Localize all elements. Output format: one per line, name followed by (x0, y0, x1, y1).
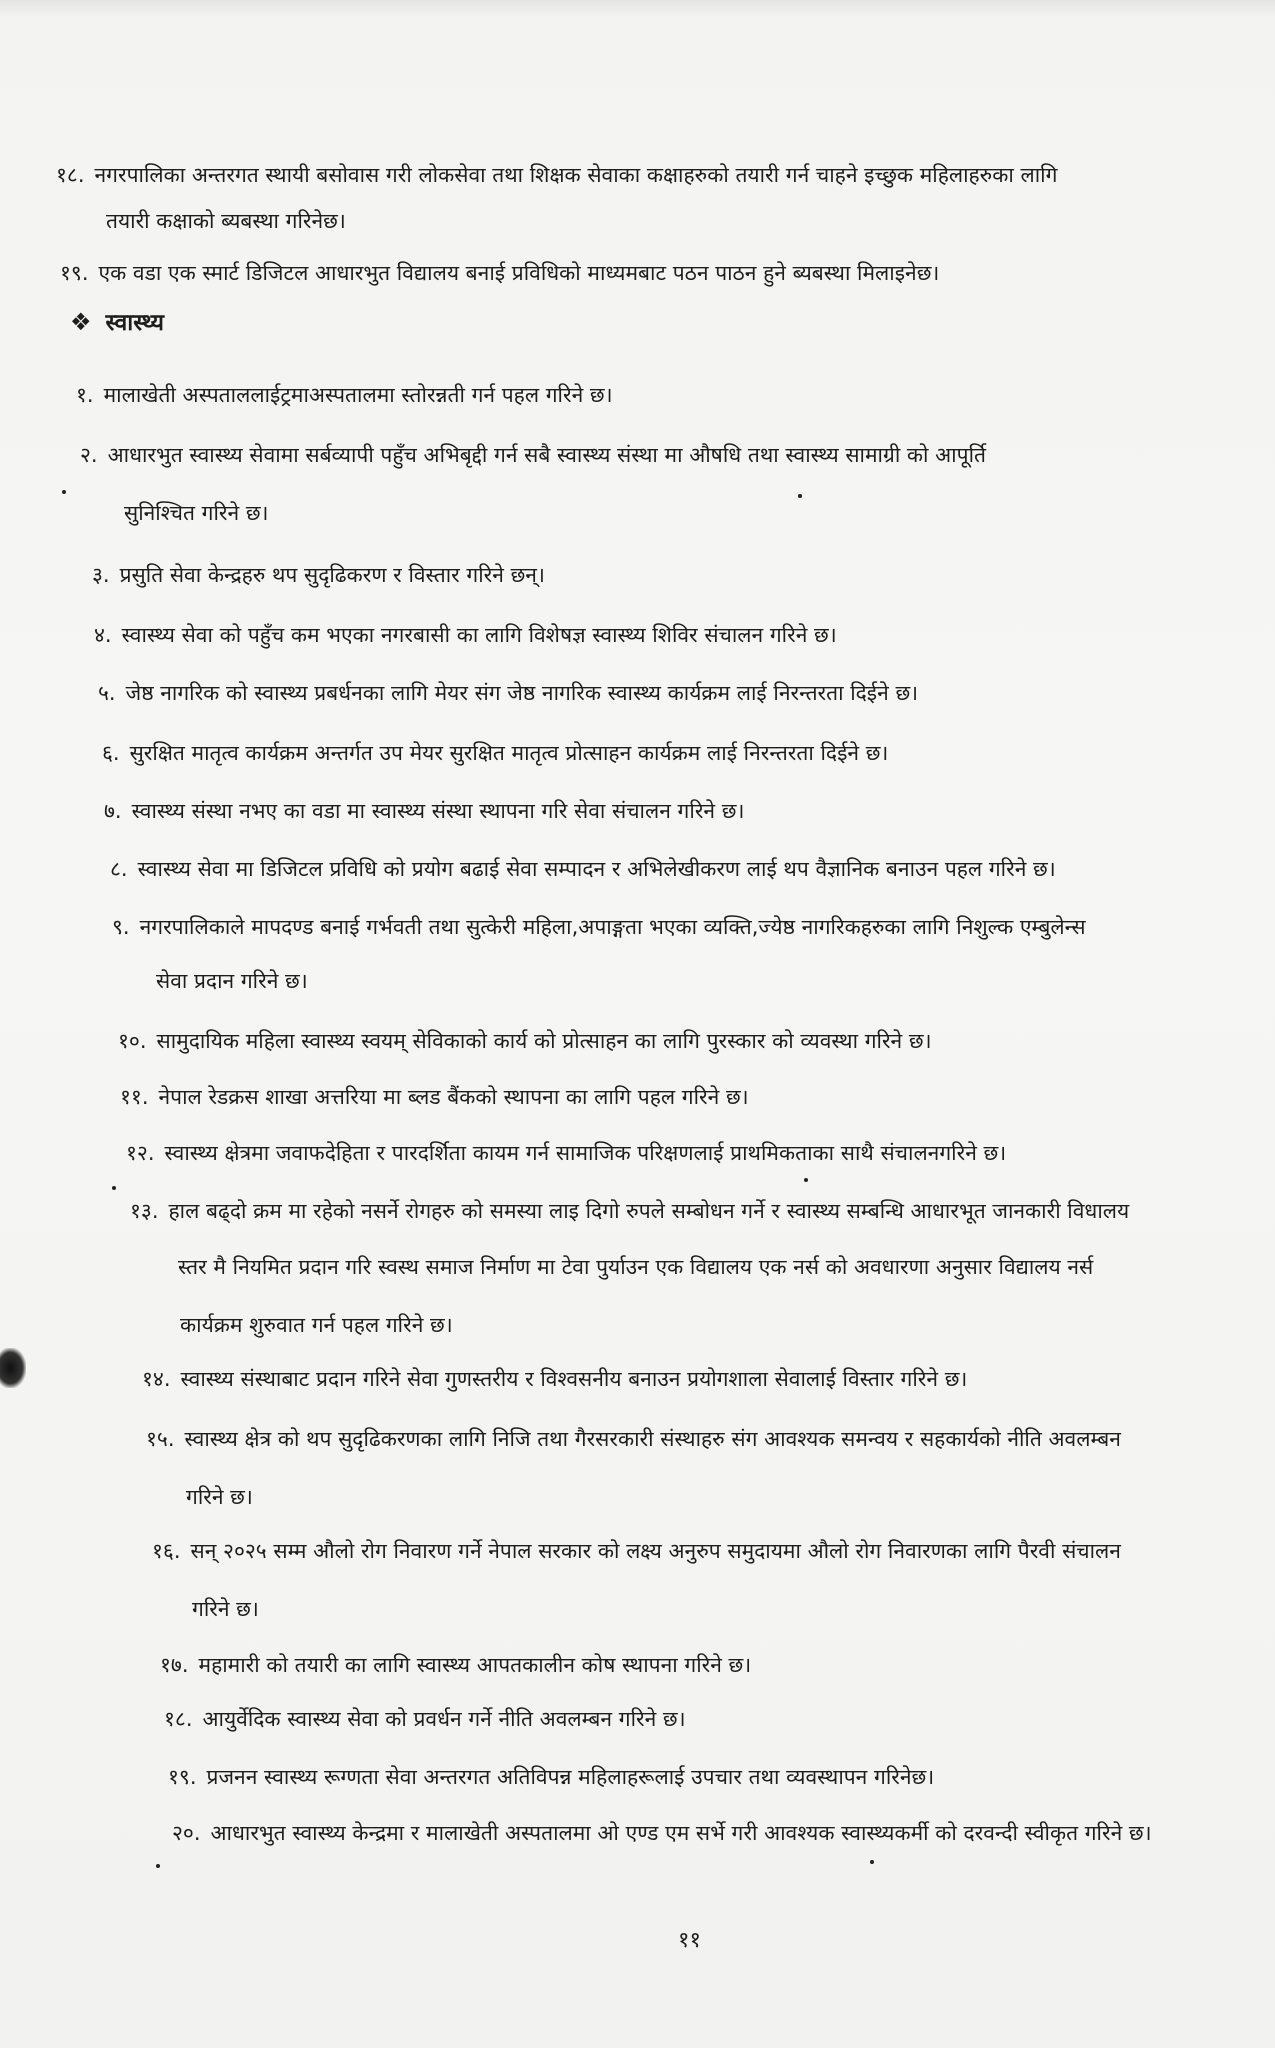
list-item (60, 258, 939, 288)
item-text: प्रसुति सेवा केन्द्रहरु थप सुदृढिकरण र विस्तार गरिने छन्। (119, 563, 545, 587)
list-item (112, 912, 1086, 942)
scan-speck (112, 1186, 116, 1190)
item-number: १८. (164, 1707, 193, 1731)
list-item (102, 738, 888, 768)
section-title: स्वास्थ्य (105, 310, 164, 336)
list-item (104, 796, 744, 826)
item-number: ४. (94, 623, 112, 647)
item-number: १८. (56, 163, 85, 187)
list-item (56, 160, 1057, 190)
item-text: सुरक्षित मातृत्व कार्यक्रम अन्तर्गत उप मेयर सुरक्षित मातृत्व प्रोत्साहन कार्यक्रम लाई निरन्तरता दिईने छ। (129, 741, 889, 765)
item-number: २०. (172, 1821, 201, 1845)
item-text: एक वडा एक स्मार्ट डिजिटल आधारभुत विद्यालय बनाई प्रविधिको माध्यमबाट पठन पाठन हुने ब्यबस्था मिलाइनेछ। (98, 261, 940, 285)
item-text: स्वास्थ्य संस्था नभए का वडा मा स्वास्थ्य संस्था स्थापना गरि सेवा संचालन गरिने छ। (131, 799, 745, 823)
item-text: आयुर्वेदिक स्वास्थ्य सेवा को प्रवर्धन गर्ने नीति अवलम्बन गरिने छ। (202, 1707, 686, 1731)
list-item (92, 560, 545, 590)
item-text: स्वास्थ्य क्षेत्र को थप सुदृढिकरणका लागि निजि तथा गैरसरकारी संस्थाहरु संग आवश्यक समन्वय र सहकार्यको नीति अवलम्बन (184, 1427, 1121, 1451)
item-text: सामुदायिक महिला स्वास्थ्य स्वयम् सेविकाको कार्य को प्रोत्साहन का लागि पुरस्कार को व्यवस्था गरिने छ। (156, 1029, 932, 1053)
item-number: ७. (104, 799, 122, 823)
list-item (160, 1650, 751, 1680)
item-text-continuation: सुनिश्चित गरिने छ। (124, 501, 269, 525)
list-item (94, 620, 837, 650)
item-text-continuation: तयारी कक्षाको ब्यबस्था गरिनेछ। (106, 209, 346, 233)
item-text: जेष्ठ नागरिक को स्वास्थ्य प्रबर्धनका लागि मेयर संग जेष्ठ नागरिक स्वास्थ्य कार्यक्रम लाई निरन्तरता दिईने छ। (125, 681, 919, 705)
section-heading (70, 305, 164, 337)
list-item (168, 1762, 934, 1792)
item-number: १५. (146, 1427, 175, 1451)
item-number: १४. (142, 1367, 171, 1391)
item-number: ८. (110, 857, 128, 881)
page-top-shadow (0, 0, 1275, 18)
item-number: १९. (168, 1765, 197, 1789)
item-number: १३. (130, 1199, 159, 1223)
item-number: ३. (92, 563, 110, 587)
item-text: नगरपालिका अन्तरगत स्थायी बसोवास गरी लोकसेवा तथा शिक्षक सेवाका कक्षाहरुको तयारी गर्न चाहने इच्छुक महिलाहरुका लागि (94, 163, 1058, 187)
item-number: १६. (152, 1539, 181, 1563)
item-number: ६. (102, 741, 120, 765)
item-text: स्वास्थ्य क्षेत्रमा जवाफदेहिता र पारदर्शिता कायम गर्न सामाजिक परिक्षणलाई प्राथमिकताका साथै संचालनगरिने छ। (164, 1141, 1007, 1165)
item-number: ११. (120, 1085, 149, 1109)
scan-speck (804, 1178, 808, 1182)
item-text-continuation: गरिने छ। (186, 1485, 253, 1509)
item-number: १. (76, 383, 94, 407)
item-number: १०. (118, 1029, 147, 1053)
list-item (164, 1704, 686, 1734)
list-item (142, 1364, 967, 1394)
item-text: नगरपालिकाले मापदण्ड बनाई गर्भवती तथा सुत्केरी महिला,अपाङ्गता भएका व्यक्ति,ज्येष्ठ नागरिकहरुका लागि निशुल्क एम्बुलेन्स (139, 915, 1086, 939)
list-item (80, 440, 986, 470)
list-item (172, 1818, 1152, 1848)
list-item (146, 1424, 1121, 1454)
item-text-continuation: सेवा प्रदान गरिने छ। (156, 969, 308, 993)
list-item (120, 1082, 749, 1112)
list-item (110, 854, 1056, 884)
scan-speck (156, 1864, 160, 1868)
item-text: हाल बढ्दो क्रम मा रहेको नसर्ने रोगहरु को समस्या लाइ दिगो रुपले सम्बोधन गर्ने र स्वास्थ्य सम्बन्धि आधारभूत जानकारी विधालय (168, 1199, 1130, 1223)
item-number: १७. (160, 1653, 189, 1677)
list-item (118, 1026, 932, 1056)
list-item (98, 678, 918, 708)
item-number: १२. (126, 1141, 155, 1165)
list-item (126, 1138, 1006, 1168)
item-number: २. (80, 443, 98, 467)
item-text-continuation: स्तर मै नियमित प्रदान गरि स्वस्थ समाज निर्माण मा टेवा पुर्याउन एक विद्यालय एक नर्स को अवधारणा अनुसार विद्यालय नर्स (178, 1255, 1094, 1279)
item-text: आधारभुत स्वास्थ्य सेवामा सर्बव्यापी पहुँच अभिबृद्दी गर्न सबै स्वास्थ्य संस्था मा औषधि तथा स्वास्थ्य सामाग्री को आपूर्ति (107, 443, 986, 467)
scan-speck (870, 1860, 874, 1864)
item-text: स्वास्थ्य सेवा को पहुँच कम भएका नगरबासी का लागि विशेषज्ञ स्वास्थ्य शिविर संचालन गरिने छ। (121, 623, 837, 647)
list-item (130, 1196, 1129, 1226)
item-number: ९. (112, 915, 130, 939)
diamond-bullet-icon: ❖ (70, 308, 92, 336)
scan-speck (62, 490, 66, 494)
item-number: ५. (98, 681, 116, 705)
item-text: सन् २०२५ सम्म औलो रोग निवारण गर्ने नेपाल सरकार को लक्ष्य अनुरुप समुदायमा औलो रोग निवारणका लागि पैरवी संचालन (190, 1539, 1121, 1563)
item-text-continuation: गरिने छ। (192, 1597, 259, 1621)
item-text: स्वास्थ्य संस्थाबाट प्रदान गरिने सेवा गुणस्तरीय र विश्वसनीय बनाउन प्रयोगशाला सेवालाई विस्तार गरिने छ। (180, 1367, 968, 1391)
item-text-continuation: कार्यक्रम शुरुवात गर्न पहल गरिने छ। (180, 1313, 453, 1337)
page-number: ११ (678, 1928, 701, 1953)
binder-hole-mark (0, 1348, 26, 1388)
item-number: १९. (60, 261, 89, 285)
item-text: मालाखेती अस्पताललाईट्रमाअस्पतालमा स्तोरन्नती गर्न पहल गरिने छ। (103, 383, 613, 407)
item-text: प्रजनन स्वास्थ्य रूग्णता सेवा अन्तरगत अतिविपन्न महिलाहरूलाई उपचार तथा व्यवस्थापन गरिनेछ। (206, 1765, 935, 1789)
item-text: आधारभुत स्वास्थ्य केन्द्रमा र मालाखेती अस्पतालमा ओ एण्ड एम सर्भे गरी आवश्यक स्वास्थ्यकर्मी को दरवन्दी स्वीकृत गरिने छ। (210, 1821, 1152, 1845)
item-text: नेपाल रेडक्रस शाखा अत्तरिया मा ब्लड बैंकको स्थापना का लागि पहल गरिने छ। (158, 1085, 749, 1109)
list-item (76, 380, 613, 410)
item-text: महामारी को तयारी का लागि स्वास्थ्य आपतकालीन कोष स्थापना गरिने छ। (198, 1653, 752, 1677)
list-item (152, 1536, 1121, 1566)
item-text: स्वास्थ्य सेवा मा डिजिटल प्रविधि को प्रयोग बढाई सेवा सम्पादन र अभिलेखीकरण लाई थप वैज्ञानिक बनाउन पहल गरिने छ। (137, 857, 1056, 881)
scan-speck (798, 494, 802, 498)
